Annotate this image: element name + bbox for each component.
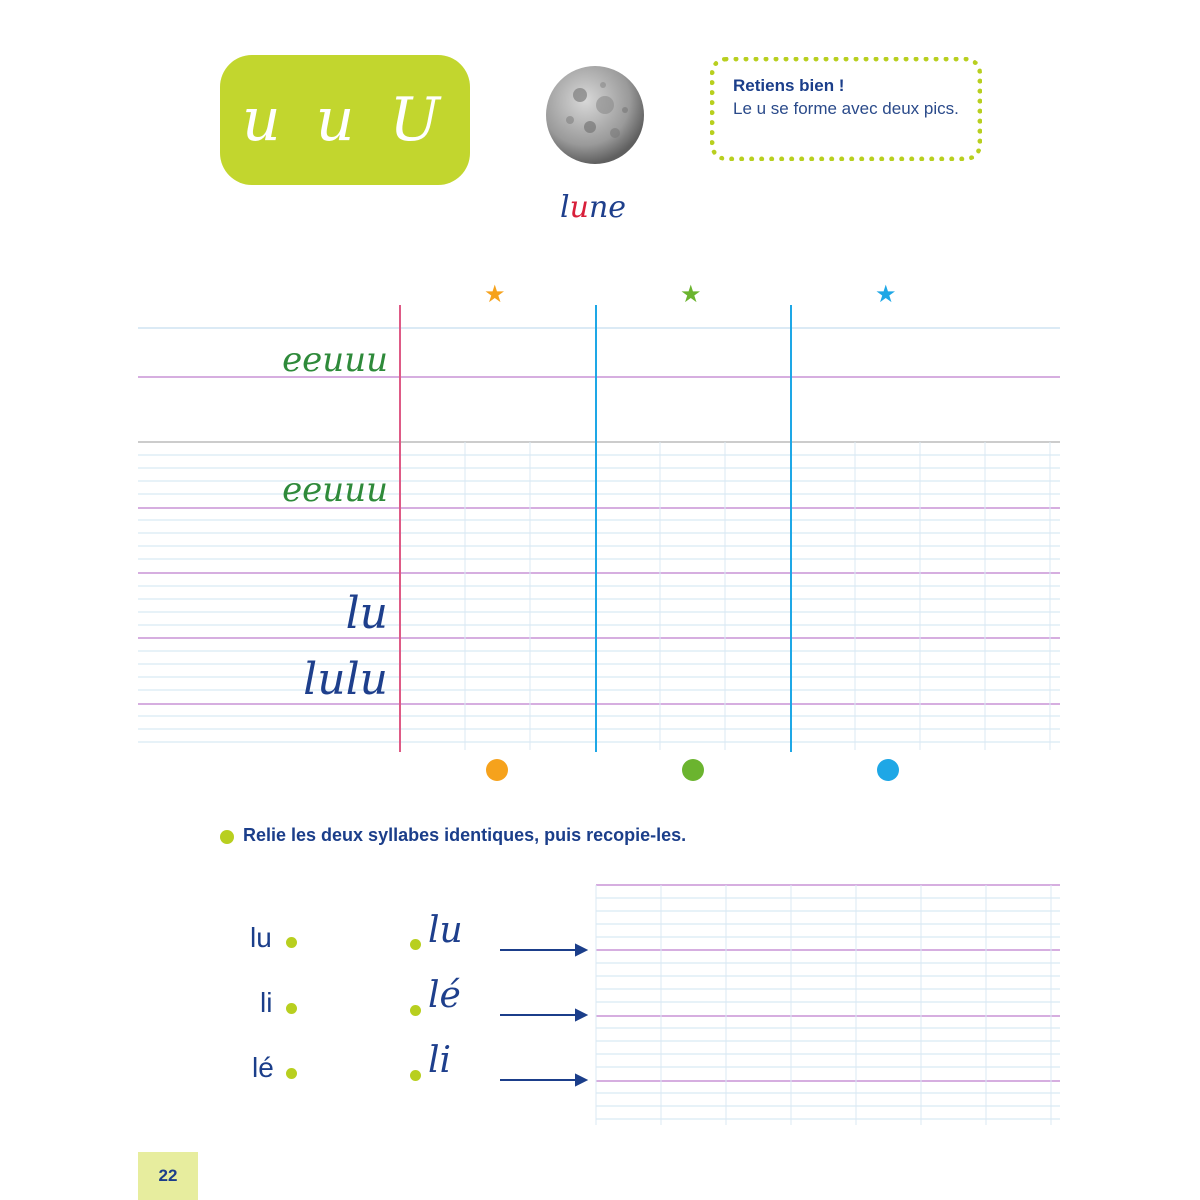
left-syllable: lé (252, 1052, 274, 1083)
star-icon: ★ (680, 280, 702, 308)
model-row: eeuuu (282, 340, 388, 380)
dot-icon (682, 759, 704, 781)
tip-title: Retiens bien ! (733, 76, 845, 95)
instruction: Relie les deux syllabes identiques, puis recopie-les. (243, 825, 687, 845)
model-word-end: ne (588, 190, 627, 225)
match-dot[interactable] (410, 939, 421, 950)
dot-icon (877, 759, 899, 781)
model-word-start: l (560, 190, 570, 225)
left-syllable: li (260, 987, 273, 1018)
tip-body: Le u se forme avec deux pics. (733, 99, 959, 118)
dot-icon (486, 759, 508, 781)
left-syllable: lu (250, 922, 272, 953)
model-word-highlight: u (569, 190, 589, 225)
right-syllable: lu (428, 910, 463, 951)
bullet-icon (220, 830, 234, 844)
right-syllable: li (428, 1040, 452, 1081)
model-row: eeuuu (282, 470, 388, 510)
match-dot[interactable] (410, 1070, 421, 1081)
star-icon: ★ (484, 280, 506, 308)
match-dot[interactable] (286, 937, 297, 948)
match-dot[interactable] (286, 1068, 297, 1079)
model-row: lulu (303, 654, 388, 705)
star-icon: ★ (875, 280, 897, 308)
page-number: 22 (138, 1152, 198, 1200)
match-dot[interactable] (286, 1003, 297, 1014)
right-syllable: lé (428, 975, 461, 1016)
match-dot[interactable] (410, 1005, 421, 1016)
letter-forms: u u U (242, 85, 448, 155)
model-row: lu (345, 588, 388, 639)
